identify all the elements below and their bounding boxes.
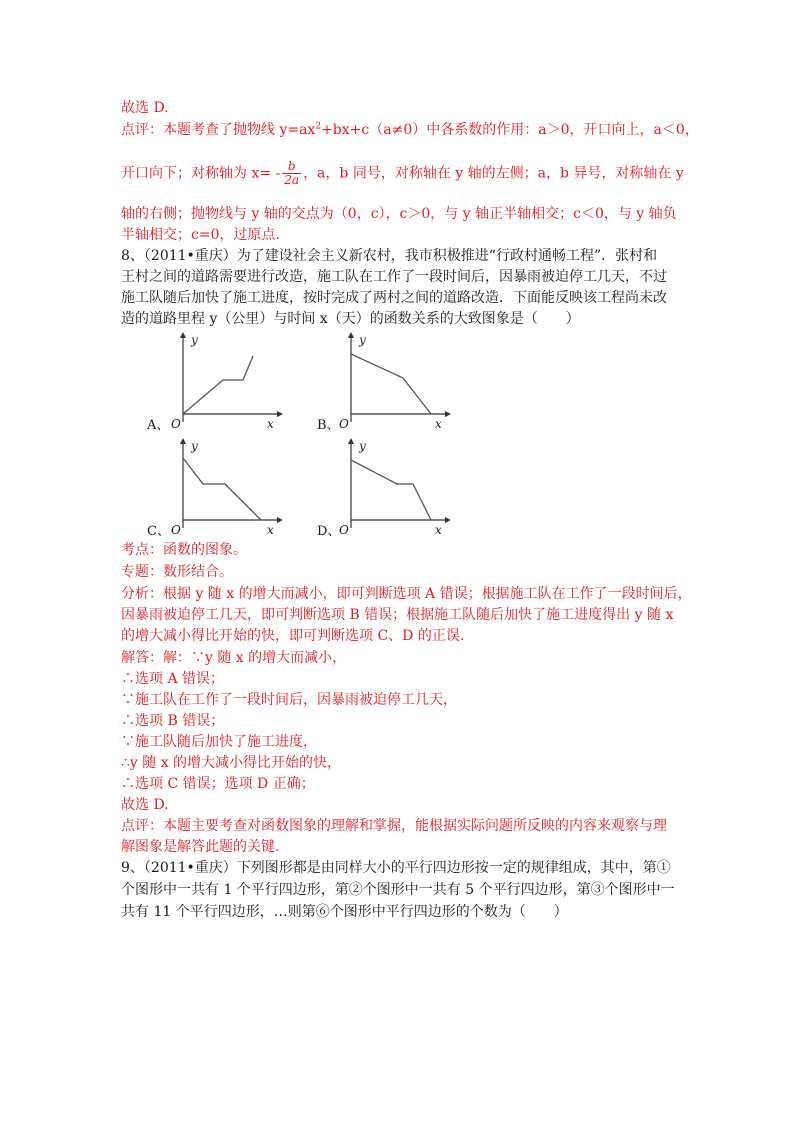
answer-line-2: ∴选项 A 错误；	[121, 671, 225, 687]
conclusion-line: 故选 D.	[121, 100, 169, 116]
analysis-line-1: 分析：根据 y 随 x 的增大而减小，即可判断选项 A 错误；根据施工队在工作了一段时间后，	[121, 586, 692, 602]
answer-line-3: ∵施工队在工作了一段时间后，因暴雨被迫停工几天，	[121, 692, 457, 708]
analysis-line-2: 因暴雨被迫停工几天，即可判断选项 B 错误；根据施工队随后加快了施工进度得出 y 随 x	[121, 607, 674, 623]
comment-line-4: 半轴相交；c=0，过原点.	[121, 227, 280, 243]
q8-line-3: 施工队随后加快了施工进度，按时完成了两村之间的道路改造．下面能反映该工程尚未改	[121, 290, 667, 306]
answer-line-4: ∴选项 B 错误；	[121, 713, 225, 729]
y-axis-arrow	[180, 332, 186, 338]
answer-line-5: ∵施工队随后加快了施工进度，	[121, 734, 317, 750]
answer-line-1: 解答：解：∵y 随 x 的增大而减小，	[121, 650, 347, 666]
x-axis-arrow	[445, 411, 451, 417]
x-axis-label: x	[267, 523, 274, 536]
q8-line-2: 王村之间的道路需要进行改造，施工队在工作了一段时间后，因暴雨被迫停工几天，不过	[121, 269, 667, 285]
option-d-label: D、	[317, 524, 341, 539]
graph-option-d	[333, 436, 453, 536]
y-axis-arrow	[348, 438, 354, 444]
y-axis-label: y	[359, 439, 366, 453]
x-axis-arrow	[277, 517, 283, 523]
x-axis-arrow	[277, 411, 283, 417]
x-axis-label: x	[435, 523, 442, 536]
q9-line-3: 共有 11 个平行四边形，…则第⑥个图形中平行四边形的个数为（ ）	[121, 904, 568, 920]
x-axis-label: x	[435, 417, 442, 430]
answer-line-7: ∴选项 C 错误；选项 D 正确；	[121, 776, 315, 792]
analysis-line-3: 的增大减小得比开始的快，即可判断选项 C、D 的正误.	[121, 628, 465, 644]
conclusion-line-q8: 故选 D.	[121, 797, 169, 813]
option-b-label: B、	[317, 418, 340, 433]
y-axis-label: y	[359, 333, 366, 347]
y-axis-label: y	[191, 439, 198, 453]
q9-line-2: 个图形中一共有 1 个平行四边形，第②个图形中一共有 5 个平行四边形，第③个图形中一	[121, 882, 675, 898]
comment-q8-line-2: 解图象是解答此题的关键.	[121, 839, 280, 855]
graph-line	[183, 356, 253, 414]
comment-line-3: 轴的右侧；抛物线与 y 轴的交点为（0，c），c＞0，与 y 轴正半轴相交；c＜0，与 y 轴负	[121, 206, 677, 222]
origin-label: O	[339, 523, 349, 536]
x-axis-label: x	[267, 417, 274, 430]
comment-line-1: 点评：本题考查了抛物线 $y=ax^2+bx+c(a\ne 0)$中各系数的作用：a＞0，开口向上，a＜0，	[121, 121, 699, 138]
origin-label: O	[171, 417, 181, 430]
q8-line-4: 造的道路里程 y（公里）与时间 x（天）的函数关系的大致图象是（ ）	[121, 311, 580, 327]
graph-line	[351, 460, 431, 520]
kaodian-line: 考点：函数的图象。	[121, 542, 247, 558]
q9-line-1: 9、（2011•重庆）下列图形都是由同样大小的平行四边形按一定的规律组成，其中，第①	[121, 860, 671, 876]
y-axis-arrow	[180, 438, 186, 444]
option-c-label: C、	[147, 524, 170, 539]
graph-option-c	[165, 436, 285, 536]
x-axis-arrow	[445, 517, 451, 523]
comment-q8-line-1: 点评：本题主要考查对函数图象的理解和掌握，能根据实际问题所反映的内容来观察与理	[121, 818, 667, 834]
answer-line-6: ∴y 随 x 的增大减小得比开始的快，	[121, 755, 342, 771]
graph-line	[183, 458, 261, 520]
graph-option-a	[165, 330, 285, 430]
y-axis-arrow	[348, 332, 354, 338]
q8-line-1: 8、（2011•重庆）为了建设社会主义新农村，我市积极推进“行政村通畅工程”．张村和	[121, 248, 658, 264]
graph-option-b	[333, 330, 453, 430]
y-axis-label: y	[191, 333, 198, 347]
origin-label: O	[171, 523, 181, 536]
comment-line-2: 开口向下；对称轴为 x= - $\frac{b}{2a}$ ，a，b 同号，对称轴在 y 轴的左侧；a，b 异号，对称轴在 y	[121, 159, 684, 187]
graph-line	[351, 354, 431, 414]
origin-label: O	[339, 417, 349, 430]
fraction-b-over-2a: $\frac{b}{2a}$	[284, 159, 300, 187]
zhuanti-line: 专题：数形结合。	[121, 564, 233, 580]
option-a-label: A、	[147, 418, 170, 433]
